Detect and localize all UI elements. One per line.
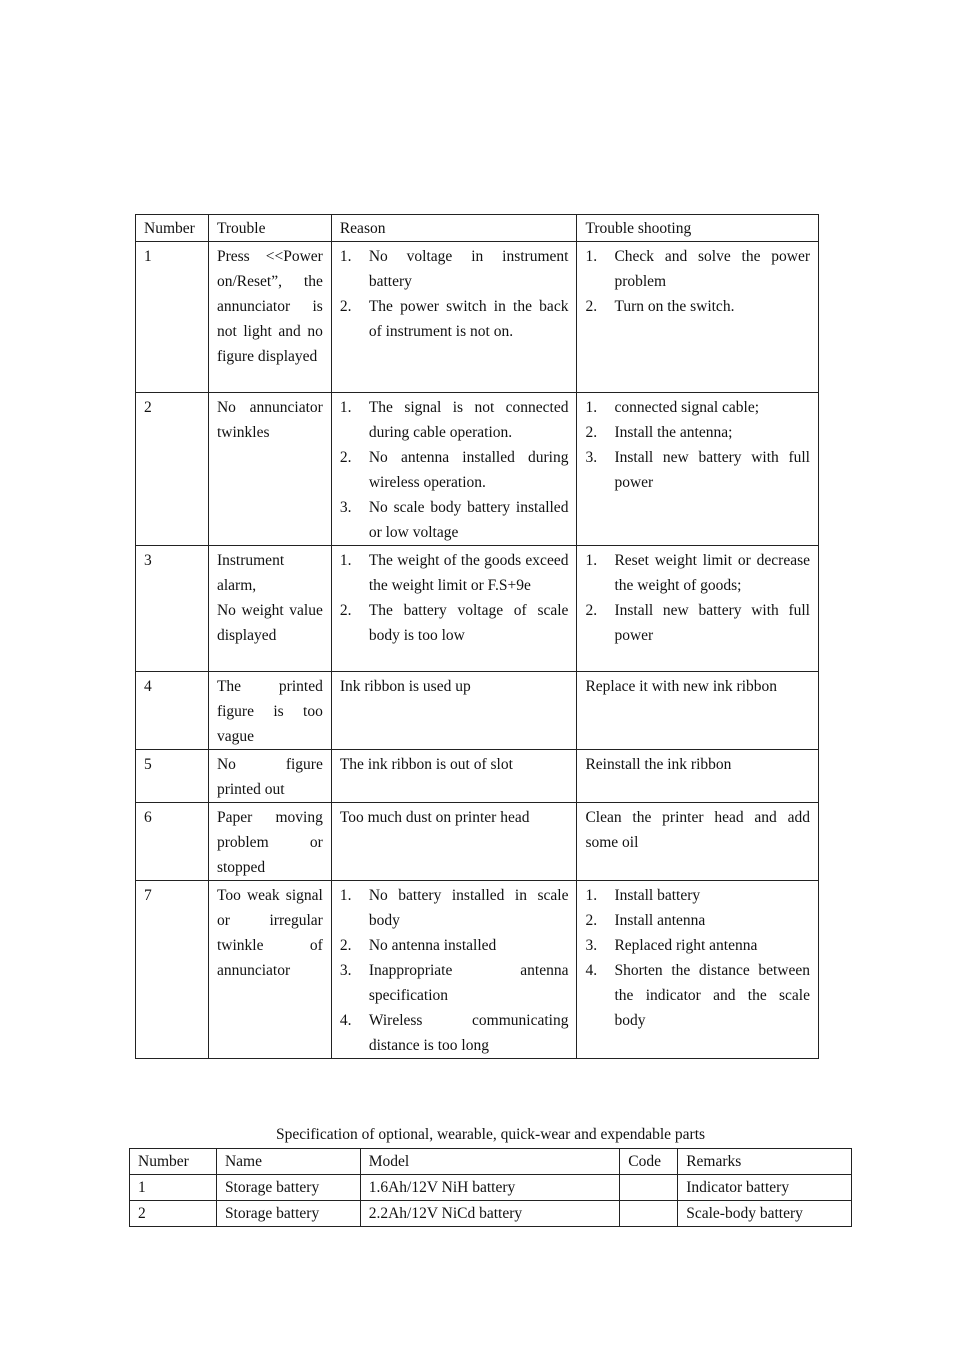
list-item: 3. Install new battery with full power [585, 449, 810, 491]
table-row [130, 1201, 852, 1227]
table-row [136, 750, 819, 803]
row-number: 3 [136, 546, 209, 672]
table-row [136, 546, 819, 672]
part-model: 1.6Ah/12V NiH battery [360, 1175, 620, 1201]
fix-cell: Replace it with new ink ribbon [577, 672, 819, 750]
fix-cell: Clean the printer head and add some oil [577, 803, 819, 881]
table-row [136, 242, 819, 393]
header-code: Code [620, 1149, 678, 1175]
part-code [620, 1201, 678, 1227]
list-item: 1. The signal is not connected during cable operation. [339, 399, 569, 441]
trouble-cell: The printed figure is too vague [208, 672, 331, 750]
list-item: 2. No antenna installed [339, 937, 497, 954]
list-item: 2. No antenna installed during wireless operation. [339, 449, 569, 491]
header-reason: Reason [331, 215, 577, 242]
table-row [136, 672, 819, 750]
row-number: 2 [136, 393, 209, 546]
fix-cell: Reinstall the ink ribbon [577, 750, 819, 803]
list-item: 2. The battery voltage of scale body is too low [339, 602, 569, 644]
trouble-line: No weight value displayed [216, 602, 323, 644]
trouble-cell: Paper moving problem or stopped [208, 803, 331, 881]
trouble-cell: Too weak signal or irregular twinkle of annunciator [208, 881, 331, 1059]
fix-cell [577, 242, 819, 393]
list-item: 2. Turn on the switch. [585, 298, 735, 315]
trouble-cell [208, 546, 331, 672]
parts-table-header [130, 1149, 852, 1175]
trouble-cell: No figure printed out [208, 750, 331, 803]
table-row [130, 1175, 852, 1201]
list-item: 2. The power switch in the back of instrument is not on. [339, 298, 569, 340]
reason-cell: The ink ribbon is out of slot [331, 750, 577, 803]
trouble-line: Instrument alarm, [216, 552, 285, 594]
part-model: 2.2Ah/12V NiCd battery [360, 1201, 620, 1227]
list-item: 1. Reset weight limit or decrease the weight of goods; [585, 552, 810, 594]
list-item: 1. connected signal cable; [585, 399, 760, 416]
trouble-table-header [136, 215, 819, 242]
part-remarks: Indicator battery [678, 1175, 852, 1201]
table-row [136, 393, 819, 546]
list-item: 1. Check and solve the power problem [585, 248, 810, 290]
reason-cell: Ink ribbon is used up [331, 672, 577, 750]
list-item: 3. No scale body battery installed or low voltage [339, 499, 569, 541]
part-number: 2 [130, 1201, 217, 1227]
parts-table [129, 1148, 852, 1227]
fix-cell [577, 881, 819, 1059]
header-trouble: Trouble [208, 215, 331, 242]
header-trouble-shooting: Trouble shooting [577, 215, 819, 242]
list-item: 2. Install antenna [585, 912, 706, 929]
header-name: Name [216, 1149, 360, 1175]
list-item: 4. Wireless communicating distance is too long [339, 1012, 569, 1054]
part-code [620, 1175, 678, 1201]
row-number: 4 [136, 672, 209, 750]
reason-cell [331, 881, 577, 1059]
fix-cell [577, 546, 819, 672]
row-number: 7 [136, 881, 209, 1059]
list-item: 1. The weight of the goods exceed the weight limit or F.S+9e [339, 552, 569, 594]
spec-table-title: Specification of optional, wearable, quick-wear and expendable parts [275, 1126, 706, 1143]
reason-cell [331, 393, 577, 546]
header-remarks: Remarks [678, 1149, 852, 1175]
header-number: Number [130, 1149, 217, 1175]
row-number: 5 [136, 750, 209, 803]
table-row [136, 803, 819, 881]
row-number: 6 [136, 803, 209, 881]
trouble-table [135, 214, 819, 1059]
reason-cell: Too much dust on printer head [331, 803, 577, 881]
reason-cell [331, 546, 577, 672]
header-number: Number [136, 215, 209, 242]
trouble-cell: No annunciator twinkles [208, 393, 331, 546]
part-name: Storage battery [216, 1201, 360, 1227]
fix-cell [577, 393, 819, 546]
part-remarks: Scale-body battery [678, 1201, 852, 1227]
table-row [136, 881, 819, 1059]
list-item: 3. Replaced right antenna [585, 937, 758, 954]
list-item: 3. Inappropriate antenna specification [339, 962, 569, 1004]
list-item: 1. Install battery [585, 887, 701, 904]
part-number: 1 [130, 1175, 217, 1201]
reason-cell [331, 242, 577, 393]
part-name: Storage battery [216, 1175, 360, 1201]
header-model: Model [360, 1149, 620, 1175]
list-item: 4. Shorten the distance between the indicator and the scale body [585, 962, 810, 1029]
list-item: 1. No voltage in instrument battery [339, 248, 569, 290]
row-number: 1 [136, 242, 209, 393]
list-item: 2. Install the antenna; [585, 424, 733, 441]
list-item: 1. No battery installed in scale body [339, 887, 569, 929]
trouble-cell: Press <<Power on/Reset”, the annunciator is not light and no figure displayed [208, 242, 331, 393]
list-item: 2. Install new battery with full power [585, 602, 810, 644]
